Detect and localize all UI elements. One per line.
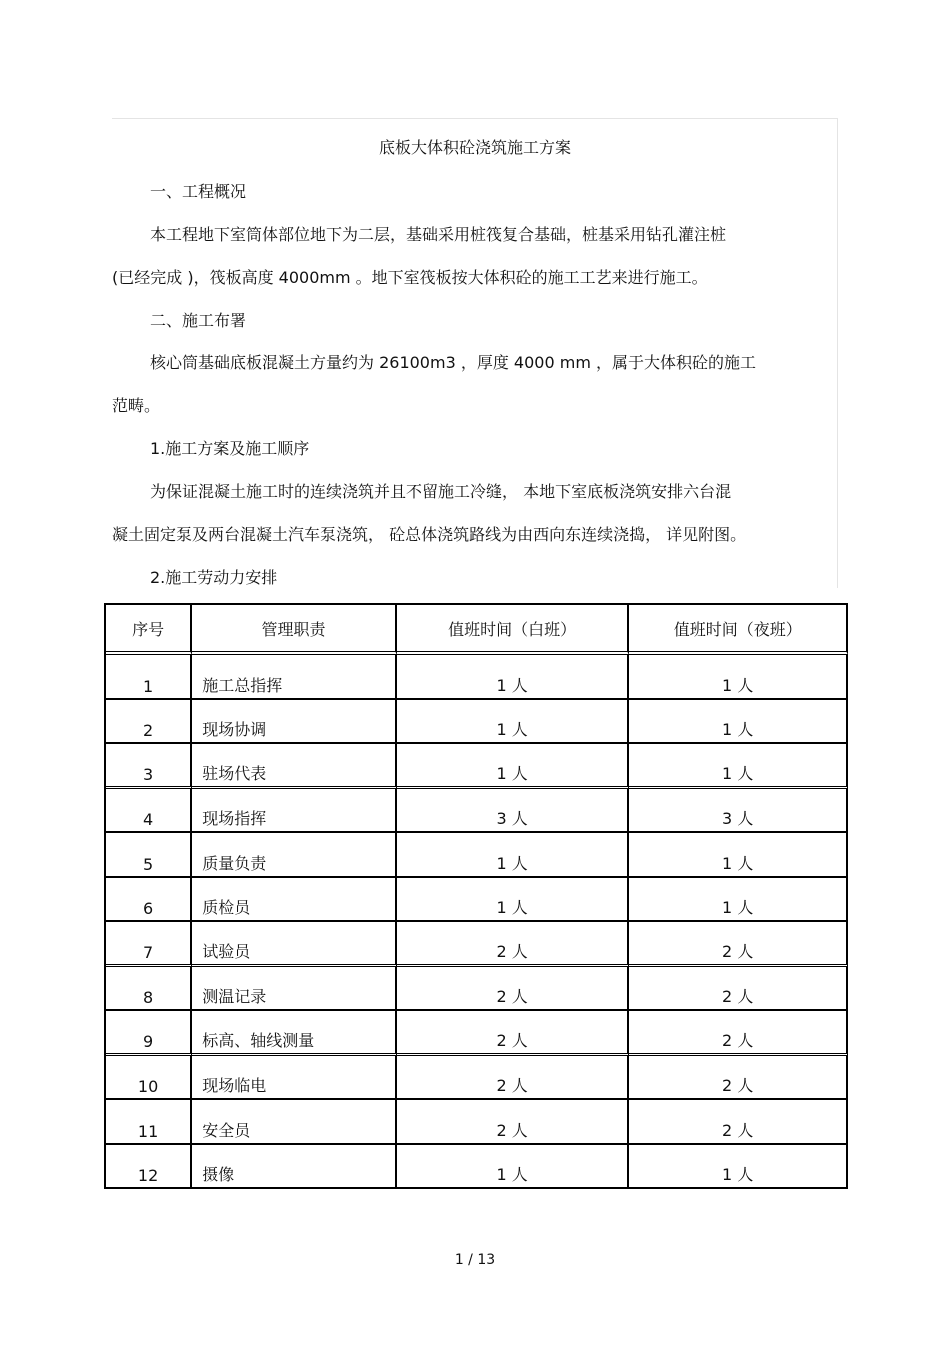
- cell-index: 10: [106, 1056, 192, 1101]
- labor-arrangement-table: [104, 603, 848, 1189]
- cell-day-shift: 1 人: [397, 700, 630, 745]
- cell-duty: 驻场代表: [192, 744, 397, 789]
- cell-day-shift: 2 人: [397, 1011, 630, 1056]
- header-cell-day-shift: 值班时间（白班）: [397, 605, 630, 655]
- cell-index: 2: [106, 700, 192, 745]
- cell-day-shift: 3 人: [397, 789, 630, 834]
- cell-duty: 质检员: [192, 878, 397, 923]
- table-row: [106, 967, 848, 1012]
- cell-night-shift: 1 人: [629, 700, 848, 745]
- table-row: [106, 1145, 848, 1190]
- cell-index: 7: [106, 922, 192, 967]
- table-header-row: [106, 605, 848, 655]
- table-row: [106, 744, 848, 789]
- section-heading-deployment: 二、施工布署: [150, 311, 247, 330]
- text-frame-right-border: [837, 118, 838, 588]
- section-heading-overview: 一、工程概况: [150, 182, 247, 201]
- cell-night-shift: 2 人: [629, 922, 848, 967]
- table-row: [106, 1100, 848, 1145]
- cell-day-shift: 2 人: [397, 967, 630, 1012]
- cell-duty: 试验员: [192, 922, 397, 967]
- table-row: [106, 789, 848, 834]
- cell-night-shift: 1 人: [629, 744, 848, 789]
- cell-night-shift: 1 人: [629, 655, 848, 700]
- cell-index: 3: [106, 744, 192, 789]
- cell-day-shift: 2 人: [397, 922, 630, 967]
- paragraph-plan-line-2: 凝土固定泵及两台混凝土汽车泵浇筑， 砼总体浇筑路线为由西向东连续浇捣， 详见附图。: [112, 525, 747, 544]
- cell-night-shift: 2 人: [629, 1056, 848, 1101]
- page-number: 1 / 13: [454, 1252, 496, 1268]
- cell-night-shift: 2 人: [629, 1100, 848, 1145]
- cell-duty: 现场临电: [192, 1056, 397, 1101]
- paragraph-overview-line-2: (已经完成 )，筏板高度 4000mm 。地下室筏板按大体积砼的施工工艺来进行施工。: [112, 268, 708, 287]
- cell-day-shift: 1 人: [397, 878, 630, 923]
- cell-night-shift: 3 人: [629, 789, 848, 834]
- table-row: [106, 1056, 848, 1101]
- table-row: [106, 833, 848, 878]
- table-row: [106, 655, 848, 700]
- header-cell-index: 序号: [106, 605, 192, 655]
- cell-duty: 现场协调: [192, 700, 397, 745]
- cell-duty: 安全员: [192, 1100, 397, 1145]
- cell-index: 6: [106, 878, 192, 923]
- cell-index: 11: [106, 1100, 192, 1145]
- cell-night-shift: 2 人: [629, 967, 848, 1012]
- header-cell-night-shift: 值班时间（夜班）: [629, 605, 848, 655]
- cell-duty: 施工总指挥: [192, 655, 397, 700]
- table-row: [106, 878, 848, 923]
- cell-night-shift: 1 人: [629, 1145, 848, 1190]
- cell-duty: 测温记录: [192, 967, 397, 1012]
- cell-duty: 摄像: [192, 1145, 397, 1190]
- paragraph-deployment-line-2: 范畴。: [112, 396, 161, 415]
- text-frame-top-border: [112, 118, 838, 119]
- cell-night-shift: 1 人: [629, 833, 848, 878]
- cell-night-shift: 2 人: [629, 1011, 848, 1056]
- cell-index: 8: [106, 967, 192, 1012]
- cell-day-shift: 1 人: [397, 655, 630, 700]
- subheading-labor-arrangement: 2.施工劳动力安排: [150, 568, 278, 587]
- cell-index: 4: [106, 789, 192, 834]
- cell-day-shift: 1 人: [397, 744, 630, 789]
- paragraph-deployment-line-1: 核心筒基础底板混凝土方量约为 26100m3 ，厚度 4000 mm ，属于大体积砼的施工: [150, 353, 756, 372]
- paragraph-overview-line-1: 本工程地下室筒体部位地下为二层，基础采用桩筏复合基础，桩基采用钻孔灌注桩: [150, 225, 727, 244]
- cell-duty: 质量负责: [192, 833, 397, 878]
- header-cell-duty: 管理职责: [192, 605, 397, 655]
- table-row: [106, 700, 848, 745]
- document-title: 底板大体积砼浇筑施工方案: [378, 138, 571, 157]
- cell-index: 12: [106, 1145, 192, 1190]
- paragraph-plan-line-1: 为保证混凝土施工时的连续浇筑并且不留施工冷缝， 本地下室底板浇筑安排六台混: [150, 482, 732, 501]
- cell-index: 1: [106, 655, 192, 700]
- cell-day-shift: 1 人: [397, 1145, 630, 1190]
- cell-night-shift: 1 人: [629, 878, 848, 923]
- cell-index: 9: [106, 1011, 192, 1056]
- cell-day-shift: 2 人: [397, 1100, 630, 1145]
- cell-duty: 标高、轴线测量: [192, 1011, 397, 1056]
- cell-day-shift: 1 人: [397, 833, 630, 878]
- subheading-construction-plan: 1.施工方案及施工顺序: [150, 439, 310, 458]
- cell-index: 5: [106, 833, 192, 878]
- table-row: [106, 922, 848, 967]
- cell-day-shift: 2 人: [397, 1056, 630, 1101]
- cell-duty: 现场指挥: [192, 789, 397, 834]
- table-row: [106, 1011, 848, 1056]
